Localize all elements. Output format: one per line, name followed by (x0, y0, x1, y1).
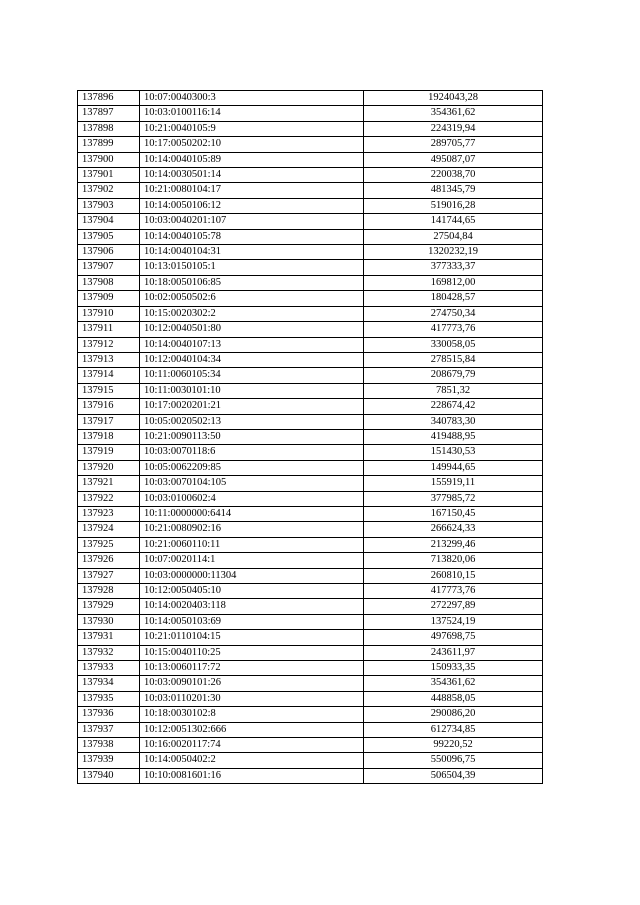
amount-cell: 278515,84 (364, 352, 543, 367)
cadastral-code-cell: 10:12:0040501:80 (140, 322, 364, 337)
amount-cell: 419488,95 (364, 429, 543, 444)
amount-cell: 99220,52 (364, 738, 543, 753)
cadastral-code-cell: 10:16:0020117:74 (140, 738, 364, 753)
table-row (78, 738, 543, 753)
table-row (78, 676, 543, 691)
table-row (78, 722, 543, 737)
table-row (78, 753, 543, 768)
table-row (78, 537, 543, 552)
table-row (78, 183, 543, 198)
table-row (78, 245, 543, 260)
row-id-cell: 137911 (78, 322, 140, 337)
cadastral-code-cell: 10:02:0050502:6 (140, 291, 364, 306)
table-row (78, 306, 543, 321)
row-id-cell: 137934 (78, 676, 140, 691)
row-id-cell: 137926 (78, 553, 140, 568)
amount-cell: 377985,72 (364, 491, 543, 506)
amount-cell: 340783,30 (364, 414, 543, 429)
amount-cell: 141744,65 (364, 214, 543, 229)
cadastral-code-cell: 10:21:0040105:9 (140, 121, 364, 136)
cadastral-code-cell: 10:14:0050402:2 (140, 753, 364, 768)
table-row (78, 322, 543, 337)
table-row (78, 137, 543, 152)
amount-cell: 137524,19 (364, 614, 543, 629)
amount-cell: 220038,70 (364, 168, 543, 183)
table-row (78, 599, 543, 614)
row-id-cell: 137929 (78, 599, 140, 614)
table-row (78, 460, 543, 475)
cadastral-code-cell: 10:10:0081601:16 (140, 768, 364, 783)
table-row (78, 568, 543, 583)
amount-cell: 180428,57 (364, 291, 543, 306)
table-row (78, 291, 543, 306)
amount-cell: 213299,46 (364, 537, 543, 552)
amount-cell: 330058,05 (364, 337, 543, 352)
table-row (78, 429, 543, 444)
cadastral-code-cell: 10:13:0150105:1 (140, 260, 364, 275)
row-id-cell: 137928 (78, 584, 140, 599)
row-id-cell: 137921 (78, 476, 140, 491)
table-row (78, 661, 543, 676)
row-id-cell: 137940 (78, 768, 140, 783)
table-row (78, 337, 543, 352)
cadastral-code-cell: 10:07:0020114:1 (140, 553, 364, 568)
cadastral-code-cell: 10:11:0060105:34 (140, 368, 364, 383)
amount-cell: 224319,94 (364, 121, 543, 136)
row-id-cell: 137938 (78, 738, 140, 753)
table-row (78, 91, 543, 106)
table-row (78, 584, 543, 599)
amount-cell: 27504,84 (364, 229, 543, 244)
table-row (78, 106, 543, 121)
row-id-cell: 137899 (78, 137, 140, 152)
row-id-cell: 137920 (78, 460, 140, 475)
cadastral-code-cell: 10:21:0090113:50 (140, 429, 364, 444)
cadastral-code-cell: 10:11:0030101:10 (140, 383, 364, 398)
table-row (78, 553, 543, 568)
table-row (78, 198, 543, 213)
row-id-cell: 137914 (78, 368, 140, 383)
row-id-cell: 137927 (78, 568, 140, 583)
cadastral-code-cell: 10:03:0040201:107 (140, 214, 364, 229)
row-id-cell: 137898 (78, 121, 140, 136)
row-id-cell: 137905 (78, 229, 140, 244)
table-row (78, 630, 543, 645)
row-id-cell: 137933 (78, 661, 140, 676)
cadastral-code-cell: 10:14:0020403:118 (140, 599, 364, 614)
cadastral-code-cell: 10:21:0080902:16 (140, 522, 364, 537)
row-id-cell: 137906 (78, 245, 140, 260)
cadastral-code-cell: 10:21:0060110:11 (140, 537, 364, 552)
table-row (78, 275, 543, 290)
row-id-cell: 137912 (78, 337, 140, 352)
data-table (77, 90, 543, 784)
amount-cell: 151430,53 (364, 445, 543, 460)
amount-cell: 1924043,28 (364, 91, 543, 106)
cadastral-code-cell: 10:12:0051302:666 (140, 722, 364, 737)
row-id-cell: 137903 (78, 198, 140, 213)
amount-cell: 208679,79 (364, 368, 543, 383)
table-row (78, 260, 543, 275)
amount-cell: 497698,75 (364, 630, 543, 645)
cadastral-code-cell: 10:21:0110104:15 (140, 630, 364, 645)
cadastral-code-cell: 10:12:0040104:34 (140, 352, 364, 367)
table-row (78, 368, 543, 383)
table-row (78, 121, 543, 136)
row-id-cell: 137897 (78, 106, 140, 121)
table-row (78, 645, 543, 660)
amount-cell: 1320232,19 (364, 245, 543, 260)
table-row (78, 414, 543, 429)
table-body (78, 91, 543, 784)
row-id-cell: 137910 (78, 306, 140, 321)
row-id-cell: 137924 (78, 522, 140, 537)
cadastral-code-cell: 10:21:0080104:17 (140, 183, 364, 198)
row-id-cell: 137908 (78, 275, 140, 290)
table-row (78, 229, 543, 244)
row-id-cell: 137913 (78, 352, 140, 367)
cadastral-code-cell: 10:03:0070104:105 (140, 476, 364, 491)
amount-cell: 167150,45 (364, 506, 543, 521)
table-row (78, 522, 543, 537)
amount-cell: 481345,79 (364, 183, 543, 198)
row-id-cell: 137937 (78, 722, 140, 737)
cadastral-code-cell: 10:03:0070118:6 (140, 445, 364, 460)
cadastral-code-cell: 10:14:0050106:12 (140, 198, 364, 213)
row-id-cell: 137923 (78, 506, 140, 521)
table-row (78, 614, 543, 629)
table-row (78, 768, 543, 783)
row-id-cell: 137936 (78, 707, 140, 722)
amount-cell: 289705,77 (364, 137, 543, 152)
row-id-cell: 137917 (78, 414, 140, 429)
table-row (78, 399, 543, 414)
amount-cell: 495087,07 (364, 152, 543, 167)
row-id-cell: 137909 (78, 291, 140, 306)
cadastral-code-cell: 10:03:0100116:14 (140, 106, 364, 121)
row-id-cell: 137939 (78, 753, 140, 768)
cadastral-code-cell: 10:18:0050106:85 (140, 275, 364, 290)
table-row (78, 691, 543, 706)
table-row (78, 707, 543, 722)
row-id-cell: 137902 (78, 183, 140, 198)
row-id-cell: 137900 (78, 152, 140, 167)
table-row (78, 476, 543, 491)
row-id-cell: 137904 (78, 214, 140, 229)
row-id-cell: 137931 (78, 630, 140, 645)
table-row (78, 352, 543, 367)
cadastral-code-cell: 10:05:0062209:85 (140, 460, 364, 475)
amount-cell: 7851,32 (364, 383, 543, 398)
cadastral-code-cell: 10:14:0040105:78 (140, 229, 364, 244)
cadastral-code-cell: 10:14:0040104:31 (140, 245, 364, 260)
amount-cell: 417773,76 (364, 584, 543, 599)
row-id-cell: 137935 (78, 691, 140, 706)
row-id-cell: 137925 (78, 537, 140, 552)
cadastral-code-cell: 10:03:0110201:30 (140, 691, 364, 706)
cadastral-code-cell: 10:12:0050405:10 (140, 584, 364, 599)
cadastral-code-cell: 10:18:0030102:8 (140, 707, 364, 722)
amount-cell: 150933,35 (364, 661, 543, 676)
amount-cell: 290086,20 (364, 707, 543, 722)
amount-cell: 550096,75 (364, 753, 543, 768)
row-id-cell: 137922 (78, 491, 140, 506)
amount-cell: 274750,34 (364, 306, 543, 321)
cadastral-code-cell: 10:03:0100602:4 (140, 491, 364, 506)
amount-cell: 519016,28 (364, 198, 543, 213)
table-row (78, 383, 543, 398)
table-row (78, 214, 543, 229)
amount-cell: 506504,39 (364, 768, 543, 783)
row-id-cell: 137915 (78, 383, 140, 398)
cadastral-code-cell: 10:14:0030501:14 (140, 168, 364, 183)
amount-cell: 713820,06 (364, 553, 543, 568)
amount-cell: 417773,76 (364, 322, 543, 337)
cadastral-code-cell: 10:05:0020502:13 (140, 414, 364, 429)
row-id-cell: 137919 (78, 445, 140, 460)
amount-cell: 243611,97 (364, 645, 543, 660)
table-row (78, 506, 543, 521)
row-id-cell: 137907 (78, 260, 140, 275)
cadastral-code-cell: 10:14:0040105:89 (140, 152, 364, 167)
amount-cell: 272297,89 (364, 599, 543, 614)
amount-cell: 612734,85 (364, 722, 543, 737)
cadastral-code-cell: 10:07:0040300:3 (140, 91, 364, 106)
row-id-cell: 137930 (78, 614, 140, 629)
amount-cell: 260810,15 (364, 568, 543, 583)
amount-cell: 448858,05 (364, 691, 543, 706)
amount-cell: 266624,33 (364, 522, 543, 537)
table-row (78, 152, 543, 167)
cadastral-code-cell: 10:17:0050202:10 (140, 137, 364, 152)
cadastral-code-cell: 10:14:0050103:69 (140, 614, 364, 629)
row-id-cell: 137916 (78, 399, 140, 414)
row-id-cell: 137918 (78, 429, 140, 444)
amount-cell: 354361,62 (364, 106, 543, 121)
amount-cell: 155919,11 (364, 476, 543, 491)
row-id-cell: 137896 (78, 91, 140, 106)
amount-cell: 354361,62 (364, 676, 543, 691)
row-id-cell: 137932 (78, 645, 140, 660)
cadastral-code-cell: 10:17:0020201:21 (140, 399, 364, 414)
table-row (78, 445, 543, 460)
amount-cell: 149944,65 (364, 460, 543, 475)
amount-cell: 228674,42 (364, 399, 543, 414)
row-id-cell: 137901 (78, 168, 140, 183)
amount-cell: 377333,37 (364, 260, 543, 275)
table-row (78, 168, 543, 183)
cadastral-code-cell: 10:14:0040107:13 (140, 337, 364, 352)
cadastral-code-cell: 10:03:0090101:26 (140, 676, 364, 691)
cadastral-code-cell: 10:13:0060117:72 (140, 661, 364, 676)
cadastral-code-cell: 10:15:0040110:25 (140, 645, 364, 660)
cadastral-code-cell: 10:03:0000000:11304 (140, 568, 364, 583)
cadastral-code-cell: 10:15:0020302:2 (140, 306, 364, 321)
table-row (78, 491, 543, 506)
cadastral-code-cell: 10:11:0000000:6414 (140, 506, 364, 521)
amount-cell: 169812,00 (364, 275, 543, 290)
